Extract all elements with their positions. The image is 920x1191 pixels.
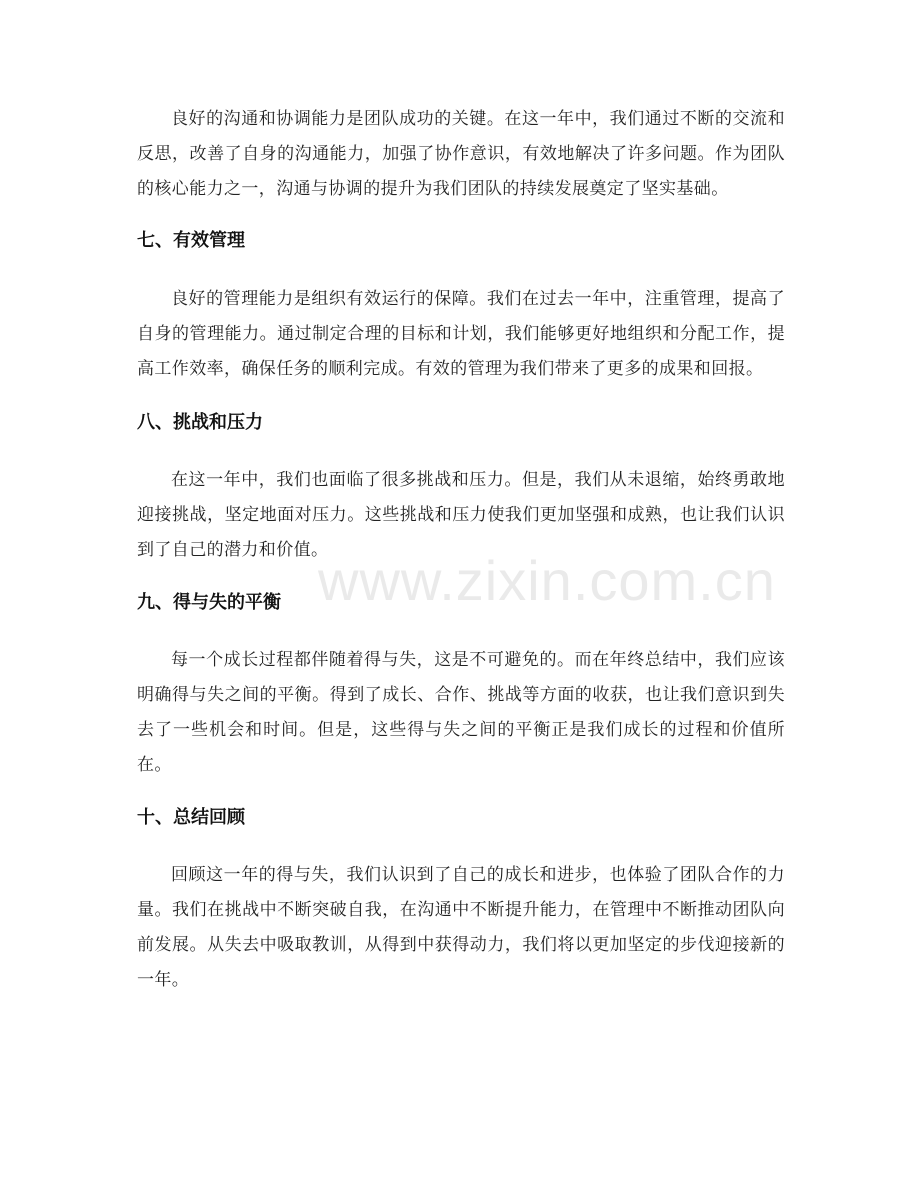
section-paragraph-management: 良好的管理能力是组织有效运行的保障。我们在过去一年中，注重管理，提高了自身的管理能力。通过制定合理的目标和计划，我们能够更好地组织和分配工作，提高工作效率，确保任务的顺利完成。有效的管理为我们带来了更多的成果和回报。 — [137, 289, 785, 379]
section-heading-balance: 九、得与失的平衡 — [137, 592, 281, 613]
watermark-text: www.zixin.com.cn — [318, 549, 776, 612]
section-heading-challenges: 八、挑战和压力 — [137, 412, 263, 433]
section-paragraph-balance: 每一个成长过程都伴随着得与失，这是不可避免的。而在年终总结中，我们应该明确得与失之间的平衡。得到了成长、合作、挑战等方面的收获，也让我们意识到失去了一些机会和时间。但是，这些得与失之间的平衡正是我们成长的过程和价值所在。 — [137, 650, 785, 775]
section-heading-management: 七、有效管理 — [137, 230, 245, 251]
section-heading-review: 十、总结回顾 — [137, 807, 245, 828]
intro-paragraph: 良好的沟通和协调能力是团队成功的关键。在这一年中，我们通过不断的交流和反思，改善了自身的沟通能力，加强了协作意识，有效地解决了许多问题。作为团队的核心能力之一，沟通与协调的提升为我们团队的持续发展奠定了坚实基础。 — [137, 109, 785, 199]
document-page — [137, 102, 785, 998]
section-paragraph-review: 回顾这一年的得与失，我们认识到了自己的成长和进步，也体验了团队合作的力量。我们在挑战中不断突破自我，在沟通中不断提升能力，在管理中不断推动团队向前发展。从失去中吸取教训，从得到中获得动力，我们将以更加坚定的步伐迎接新的一年。 — [137, 865, 785, 990]
section-paragraph-challenges: 在这一年中，我们也面临了很多挑战和压力。但是，我们从未退缩，始终勇敢地迎接挑战，坚定地面对压力。这些挑战和压力使我们更加坚强和成熟，也让我们认识到了自己的潜力和价值。 — [137, 470, 785, 560]
